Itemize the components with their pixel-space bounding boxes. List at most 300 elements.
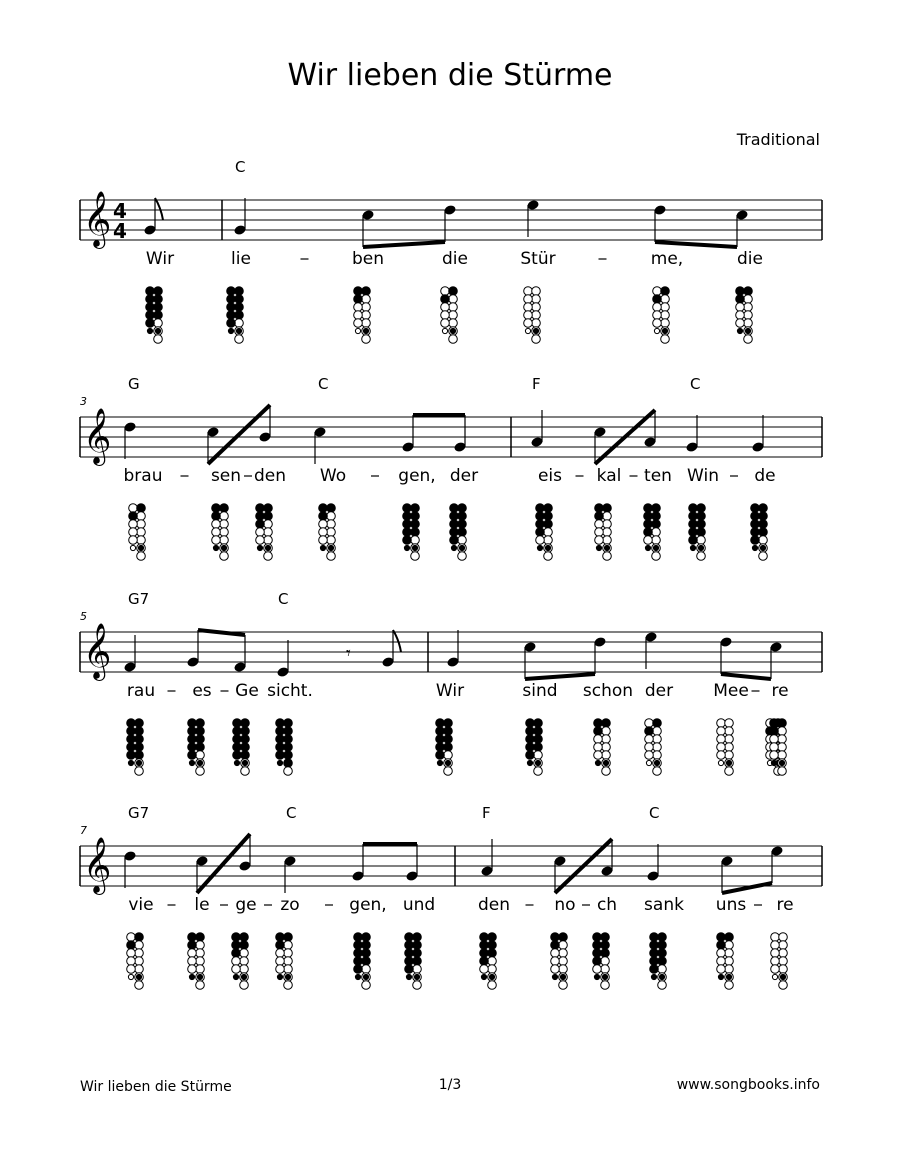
finger-hole bbox=[601, 941, 610, 950]
finger-hole bbox=[778, 767, 787, 776]
bottom-hole bbox=[646, 760, 651, 765]
lyric-syllable: no bbox=[554, 895, 576, 915]
finger-hole bbox=[725, 743, 734, 752]
lyric-syllable: es bbox=[192, 681, 212, 701]
bottom-hole bbox=[406, 974, 411, 979]
bottom-hole bbox=[234, 760, 239, 765]
finger-hole bbox=[403, 528, 412, 537]
thumb-hole bbox=[595, 504, 604, 513]
thumb-hole bbox=[645, 719, 654, 728]
finger-hole bbox=[645, 751, 654, 760]
finger-hole bbox=[526, 727, 535, 736]
bottom-hole bbox=[285, 760, 290, 765]
finger-hole bbox=[658, 957, 667, 966]
finger-hole bbox=[526, 751, 535, 760]
finger-hole bbox=[770, 751, 779, 760]
finger-hole bbox=[135, 751, 144, 760]
finger-hole bbox=[603, 504, 612, 513]
finger-hole bbox=[601, 949, 610, 958]
finger-hole bbox=[602, 735, 611, 744]
finger-hole bbox=[689, 536, 698, 545]
finger-hole bbox=[233, 727, 242, 736]
finger-hole bbox=[603, 512, 612, 521]
thumb-hole bbox=[227, 287, 236, 296]
finger-hole bbox=[436, 743, 445, 752]
finger-hole bbox=[135, 933, 144, 942]
finger-hole bbox=[444, 743, 453, 752]
bottom-hole bbox=[662, 328, 667, 333]
thumb-hole bbox=[232, 933, 241, 942]
finger-hole bbox=[240, 957, 249, 966]
lyric-syllable: der bbox=[449, 466, 479, 486]
finger-hole bbox=[284, 941, 293, 950]
thumb-hole bbox=[717, 933, 726, 942]
finger-hole bbox=[411, 552, 420, 561]
finger-hole bbox=[256, 536, 265, 545]
finger-hole bbox=[135, 719, 144, 728]
finger-hole bbox=[551, 941, 560, 950]
finger-hole bbox=[413, 965, 422, 974]
time-signature-top: 4 bbox=[113, 199, 127, 223]
finger-hole bbox=[652, 520, 661, 529]
bottom-hole bbox=[277, 760, 282, 765]
finger-hole bbox=[235, 303, 244, 312]
bottom-hole bbox=[737, 328, 742, 333]
chord-symbol: C bbox=[278, 590, 289, 608]
finger-hole bbox=[458, 536, 467, 545]
bottom-hole bbox=[525, 328, 530, 333]
thumb-hole bbox=[276, 933, 285, 942]
finger-hole bbox=[595, 528, 604, 537]
treble-clef: 𝄞 bbox=[83, 837, 112, 893]
finger-hole bbox=[137, 528, 146, 537]
finger-hole bbox=[717, 735, 726, 744]
finger-hole bbox=[594, 735, 603, 744]
finger-hole bbox=[276, 735, 285, 744]
finger-hole bbox=[593, 957, 602, 966]
finger-hole bbox=[284, 743, 293, 752]
finger-hole bbox=[602, 719, 611, 728]
finger-hole bbox=[744, 295, 753, 304]
finger-hole bbox=[458, 504, 467, 513]
finger-hole bbox=[137, 536, 146, 545]
thumb-hole bbox=[319, 504, 328, 513]
bottom-hole bbox=[221, 545, 226, 550]
finger-hole bbox=[544, 520, 553, 529]
bottom-hole bbox=[718, 974, 723, 979]
finger-hole bbox=[327, 528, 336, 537]
finger-hole bbox=[196, 727, 205, 736]
finger-hole bbox=[644, 512, 653, 521]
bottom-hole bbox=[545, 545, 550, 550]
finger-hole bbox=[488, 957, 497, 966]
bottom-hole bbox=[489, 974, 494, 979]
thumb-hole bbox=[593, 933, 602, 942]
finger-hole bbox=[240, 941, 249, 950]
finger-hole bbox=[154, 287, 163, 296]
fingering-chart bbox=[450, 504, 467, 561]
note-beam bbox=[525, 674, 595, 679]
finger-hole bbox=[658, 933, 667, 942]
finger-hole bbox=[770, 735, 779, 744]
bottom-hole bbox=[745, 328, 750, 333]
thumb-hole bbox=[770, 719, 779, 728]
finger-hole bbox=[135, 981, 144, 990]
finger-hole bbox=[650, 957, 659, 966]
chord-symbol: C bbox=[286, 804, 297, 822]
thumb-hole bbox=[650, 933, 659, 942]
lyric-syllable: gen, bbox=[398, 466, 436, 486]
finger-hole bbox=[653, 295, 662, 304]
lyric-syllable: vie bbox=[128, 895, 154, 915]
staff-system bbox=[80, 375, 822, 560]
finger-hole bbox=[559, 957, 568, 966]
finger-hole bbox=[212, 520, 221, 529]
finger-hole bbox=[188, 751, 197, 760]
finger-hole bbox=[135, 735, 144, 744]
fingering-chart bbox=[594, 719, 611, 776]
treble-clef: 𝄞 bbox=[83, 408, 112, 464]
finger-hole bbox=[196, 941, 205, 950]
bottom-hole bbox=[527, 760, 532, 765]
staff-system bbox=[80, 804, 822, 989]
finger-hole bbox=[778, 751, 787, 760]
finger-hole bbox=[717, 727, 726, 736]
finger-hole bbox=[697, 552, 706, 561]
finger-hole bbox=[771, 941, 780, 950]
bottom-hole bbox=[241, 974, 246, 979]
finger-hole bbox=[449, 303, 458, 312]
finger-hole bbox=[327, 552, 336, 561]
finger-hole bbox=[658, 949, 667, 958]
fingering-chart bbox=[436, 719, 453, 776]
finger-hole bbox=[717, 941, 726, 950]
finger-hole bbox=[653, 751, 662, 760]
thumb-hole bbox=[441, 287, 450, 296]
finger-hole bbox=[411, 512, 420, 521]
finger-hole bbox=[444, 735, 453, 744]
finger-hole bbox=[196, 965, 205, 974]
fingering-chart bbox=[480, 933, 497, 990]
thumb-hole bbox=[403, 504, 412, 513]
bottom-hole bbox=[265, 545, 270, 550]
finger-hole bbox=[725, 767, 734, 776]
finger-hole bbox=[652, 536, 661, 545]
fingering-chart bbox=[127, 719, 144, 776]
bottom-hole bbox=[552, 974, 557, 979]
lyric-syllable: Wir bbox=[145, 249, 175, 269]
finger-hole bbox=[413, 933, 422, 942]
finger-hole bbox=[449, 319, 458, 328]
finger-hole bbox=[458, 512, 467, 521]
fingering-chart bbox=[188, 933, 205, 990]
finger-hole bbox=[137, 552, 146, 561]
lyric-syllable: ch bbox=[596, 895, 618, 915]
thumb-hole bbox=[536, 504, 545, 513]
bottom-hole bbox=[760, 545, 765, 550]
finger-hole bbox=[449, 335, 458, 344]
finger-hole bbox=[653, 735, 662, 744]
bottom-hole bbox=[726, 974, 731, 979]
thumb-hole bbox=[129, 504, 138, 513]
finger-hole bbox=[524, 319, 533, 328]
bottom-hole bbox=[654, 760, 659, 765]
finger-hole bbox=[405, 949, 414, 958]
finger-hole bbox=[362, 981, 371, 990]
finger-hole bbox=[129, 528, 138, 537]
finger-hole bbox=[645, 727, 654, 736]
bottom-hole bbox=[277, 974, 282, 979]
finger-hole bbox=[127, 941, 136, 950]
finger-hole bbox=[778, 743, 787, 752]
bottom-hole bbox=[437, 760, 442, 765]
bottom-hole bbox=[450, 328, 455, 333]
finger-hole bbox=[235, 311, 244, 320]
finger-hole bbox=[759, 528, 768, 537]
finger-hole bbox=[284, 965, 293, 974]
fingering-chart bbox=[771, 933, 788, 990]
lyric-syllable: me, bbox=[650, 249, 684, 269]
fingering-chart bbox=[354, 287, 371, 344]
chord-symbol: C bbox=[690, 375, 701, 393]
finger-hole bbox=[759, 536, 768, 545]
bottom-hole bbox=[560, 974, 565, 979]
thumb-hole bbox=[450, 504, 459, 513]
finger-hole bbox=[276, 965, 285, 974]
finger-hole bbox=[284, 949, 293, 958]
finger-hole bbox=[319, 528, 328, 537]
thumb-hole bbox=[436, 719, 445, 728]
finger-hole bbox=[458, 520, 467, 529]
finger-hole bbox=[354, 941, 363, 950]
bottom-hole bbox=[197, 760, 202, 765]
fingering-chart bbox=[595, 504, 612, 561]
thumb-hole bbox=[551, 933, 560, 942]
finger-hole bbox=[697, 528, 706, 537]
bottom-hole bbox=[236, 328, 241, 333]
finger-hole bbox=[196, 933, 205, 942]
bottom-hole bbox=[651, 974, 656, 979]
lyric-syllable: Wir bbox=[435, 681, 465, 701]
finger-hole bbox=[227, 303, 236, 312]
finger-hole bbox=[536, 528, 545, 537]
finger-hole bbox=[362, 303, 371, 312]
finger-hole bbox=[240, 981, 249, 990]
finger-hole bbox=[146, 295, 155, 304]
finger-hole bbox=[532, 311, 541, 320]
bottom-hole bbox=[128, 974, 133, 979]
fingering-chart bbox=[232, 933, 249, 990]
finger-hole bbox=[697, 536, 706, 545]
finger-hole bbox=[235, 287, 244, 296]
finger-hole bbox=[458, 528, 467, 537]
finger-hole bbox=[770, 727, 779, 736]
finger-hole bbox=[362, 949, 371, 958]
finger-hole bbox=[480, 941, 489, 950]
finger-hole bbox=[444, 719, 453, 728]
fingering-chart bbox=[276, 719, 293, 776]
measure-number: 3 bbox=[80, 395, 87, 408]
staff-system bbox=[80, 590, 822, 775]
finger-hole bbox=[240, 949, 249, 958]
measure-number: 7 bbox=[80, 824, 87, 837]
bottom-hole bbox=[659, 974, 664, 979]
finger-hole bbox=[220, 528, 229, 537]
lyric-syllable: lie bbox=[231, 249, 251, 269]
finger-hole bbox=[441, 311, 450, 320]
fingering-chart bbox=[650, 933, 667, 990]
finger-hole bbox=[362, 287, 371, 296]
finger-hole bbox=[779, 949, 788, 958]
finger-hole bbox=[354, 295, 363, 304]
bottom-hole bbox=[213, 545, 218, 550]
finger-hole bbox=[405, 965, 414, 974]
finger-hole bbox=[771, 965, 780, 974]
finger-hole bbox=[403, 512, 412, 521]
finger-hole bbox=[241, 735, 250, 744]
finger-hole bbox=[362, 319, 371, 328]
finger-hole bbox=[650, 965, 659, 974]
finger-hole bbox=[602, 767, 611, 776]
finger-hole bbox=[751, 520, 760, 529]
finger-hole bbox=[196, 719, 205, 728]
bottom-hole bbox=[242, 760, 247, 765]
lyric-syllable: schon bbox=[582, 681, 634, 701]
lyric-syllable: zo bbox=[280, 895, 300, 915]
finger-hole bbox=[645, 743, 654, 752]
finger-hole bbox=[403, 536, 412, 545]
finger-hole bbox=[411, 520, 420, 529]
fingering-chart bbox=[593, 933, 610, 990]
finger-hole bbox=[235, 319, 244, 328]
finger-hole bbox=[717, 957, 726, 966]
fingering-chart bbox=[276, 933, 293, 990]
finger-hole bbox=[319, 536, 328, 545]
finger-hole bbox=[717, 965, 726, 974]
finger-hole bbox=[450, 520, 459, 529]
finger-hole bbox=[534, 767, 543, 776]
finger-hole bbox=[449, 287, 458, 296]
finger-hole bbox=[725, 719, 734, 728]
finger-hole bbox=[488, 965, 497, 974]
finger-hole bbox=[444, 727, 453, 736]
finger-hole bbox=[779, 941, 788, 950]
finger-hole bbox=[779, 933, 788, 942]
finger-hole bbox=[697, 504, 706, 513]
finger-hole bbox=[653, 319, 662, 328]
bottom-hole bbox=[130, 545, 135, 550]
thumb-hole bbox=[354, 933, 363, 942]
finger-hole bbox=[532, 303, 541, 312]
finger-hole bbox=[240, 965, 249, 974]
finger-hole bbox=[319, 520, 328, 529]
lyric-syllable: Win bbox=[687, 466, 719, 486]
footer-title: Wir lieben die Stürme bbox=[80, 1079, 232, 1095]
finger-hole bbox=[559, 949, 568, 958]
finger-hole bbox=[653, 727, 662, 736]
lyric-syllable: rau bbox=[126, 681, 156, 701]
lyric-syllable: Mee bbox=[713, 681, 749, 701]
finger-hole bbox=[154, 335, 163, 344]
bottom-hole bbox=[147, 328, 152, 333]
finger-hole bbox=[480, 957, 489, 966]
thumb-hole bbox=[188, 933, 197, 942]
fingering-chart bbox=[524, 287, 541, 344]
finger-hole bbox=[284, 957, 293, 966]
lyric-syllable: sicht. bbox=[267, 681, 313, 701]
finger-hole bbox=[524, 311, 533, 320]
finger-hole bbox=[744, 335, 753, 344]
finger-hole bbox=[661, 295, 670, 304]
thumb-hole bbox=[405, 933, 414, 942]
finger-hole bbox=[436, 735, 445, 744]
finger-hole bbox=[354, 311, 363, 320]
thumb-hole bbox=[188, 719, 197, 728]
finger-hole bbox=[559, 965, 568, 974]
lyric-syllable: und bbox=[402, 895, 436, 915]
finger-hole bbox=[744, 311, 753, 320]
fingering-chart bbox=[644, 504, 661, 561]
finger-hole bbox=[759, 552, 768, 561]
finger-hole bbox=[736, 295, 745, 304]
bottom-hole bbox=[285, 974, 290, 979]
finger-hole bbox=[532, 335, 541, 344]
bottom-hole bbox=[533, 328, 538, 333]
bottom-hole bbox=[603, 760, 608, 765]
finger-hole bbox=[532, 295, 541, 304]
bottom-hole bbox=[535, 760, 540, 765]
finger-hole bbox=[658, 941, 667, 950]
fingering-chart bbox=[146, 287, 163, 344]
thumb-hole bbox=[736, 287, 745, 296]
bottom-hole bbox=[355, 974, 360, 979]
finger-hole bbox=[137, 520, 146, 529]
treble-clef: 𝄞 bbox=[83, 191, 112, 247]
bottom-hole bbox=[228, 328, 233, 333]
finger-hole bbox=[135, 949, 144, 958]
finger-hole bbox=[362, 965, 371, 974]
finger-hole bbox=[778, 727, 787, 736]
lyric-syllable: ge bbox=[235, 895, 257, 915]
lyric-syllable: re bbox=[776, 895, 794, 915]
composer: Traditional bbox=[736, 130, 820, 149]
bottom-hole bbox=[355, 328, 360, 333]
finger-hole bbox=[235, 295, 244, 304]
bottom-hole bbox=[604, 545, 609, 550]
finger-hole bbox=[771, 957, 780, 966]
lyric-syllable: den bbox=[477, 895, 511, 915]
finger-hole bbox=[276, 751, 285, 760]
finger-hole bbox=[644, 528, 653, 537]
finger-hole bbox=[534, 751, 543, 760]
finger-hole bbox=[603, 528, 612, 537]
thumb-hole bbox=[256, 504, 265, 513]
finger-hole bbox=[354, 949, 363, 958]
finger-hole bbox=[196, 767, 205, 776]
finger-hole bbox=[601, 981, 610, 990]
finger-hole bbox=[697, 520, 706, 529]
thumb-hole bbox=[653, 287, 662, 296]
finger-hole bbox=[241, 727, 250, 736]
finger-hole bbox=[264, 536, 273, 545]
finger-hole bbox=[653, 303, 662, 312]
finger-hole bbox=[362, 335, 371, 344]
finger-hole bbox=[594, 727, 603, 736]
finger-hole bbox=[233, 751, 242, 760]
note-flag bbox=[155, 198, 163, 220]
page-number: 1/3 bbox=[438, 1077, 462, 1093]
finger-hole bbox=[327, 512, 336, 521]
